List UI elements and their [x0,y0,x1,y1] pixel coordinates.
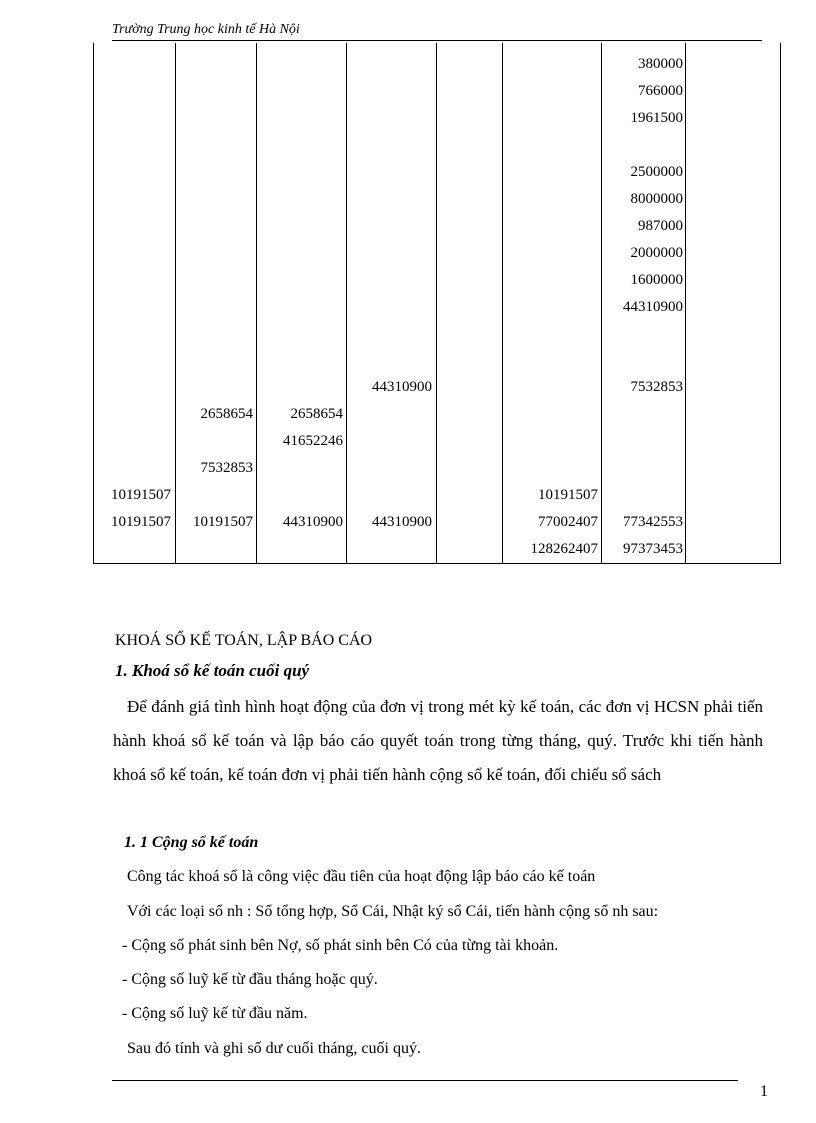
section-heading: 1. Khoá sổ kế toán cuối quý [115,661,310,680]
subsection-heading: 1. 1 Cộng sổ kế toán [124,834,259,851]
ledger-cell: 7532853 [630,379,683,395]
ledger-cell: 2000000 [630,245,683,261]
ledger-cell: 380000 [638,56,683,72]
ledger-cell: 44310900 [283,514,343,530]
column-divider [346,43,347,563]
ledger-cell: 77342553 [623,514,683,530]
page-header: Trường Trung học kinh tế Hà Nội [112,20,762,41]
ledger-cell: 10191507 [111,514,171,530]
ledger-table [93,43,781,564]
ledger-cell: 2658654 [200,406,253,422]
ledger-cell: 44310900 [372,514,432,530]
column-divider [175,43,176,563]
section-title: KHOÁ SỔ KẾ TOÁN, LẬP BÁO CÁO [115,632,373,649]
ledger-cell: 987000 [638,218,683,234]
intro-paragraph: Để đánh giá tình hình hoạt động của đơn vị trong mét kỳ kế toán, các đơn vị HCSN phải tiến hành khoá sổ kế toán và lập báo cáo quyết toán trong từng tháng, quý. Trước khi tiến hành khoá sổ kế toán, kế toán đơn vị phải tiến hành cộng sổ kế toán, đối chiếu sổ sách [113,697,763,784]
ledger-cell: 2500000 [630,164,683,180]
footer-divider [112,1080,738,1081]
ledger-cell: 10191507 [538,487,598,503]
bullet-item: - Cộng số phát sinh bên Nợ, số phát sinh bên Có của từng tài khoản. [122,937,559,954]
bullet-item: - Cộng số luỹ kế từ đầu năm. [122,1005,308,1022]
body-line: Sau đó tính và ghi số dư cuối tháng, cuối quý. [127,1040,421,1057]
ledger-cell: 44310900 [623,299,683,315]
body-line: Với các loại sổ nh : Sổ tổng hợp, Sổ Cái, Nhật ký sổ Cái, tiến hành cộng sổ nh sau: [127,903,659,920]
ledger-cell: 766000 [638,83,683,99]
body-line: Công tác khoá sổ là công việc đầu tiên của hoạt động lập báo cáo kế toán [127,868,596,885]
bullet-item: - Cộng số luỹ kế từ đầu tháng hoặc quý. [122,971,378,988]
ledger-cell: 44310900 [372,379,432,395]
page-number: 1 [760,1083,768,1100]
ledger-cell: 1600000 [630,272,683,288]
ledger-cell: 128262407 [530,541,598,557]
ledger-cell: 8000000 [630,191,683,207]
ledger-cell: 77002407 [538,514,598,530]
column-divider [502,43,503,563]
column-divider [601,43,602,563]
column-divider [685,43,686,563]
ledger-cell: 7532853 [200,460,253,476]
ledger-cell: 10191507 [111,487,171,503]
ledger-cell: 10191507 [193,514,253,530]
ledger-cell: 1961500 [630,110,683,126]
column-divider [256,43,257,563]
column-divider [436,43,437,563]
ledger-cell: 41652246 [283,433,343,449]
ledger-cell: 2658654 [290,406,343,422]
ledger-cell: 97373453 [623,541,683,557]
